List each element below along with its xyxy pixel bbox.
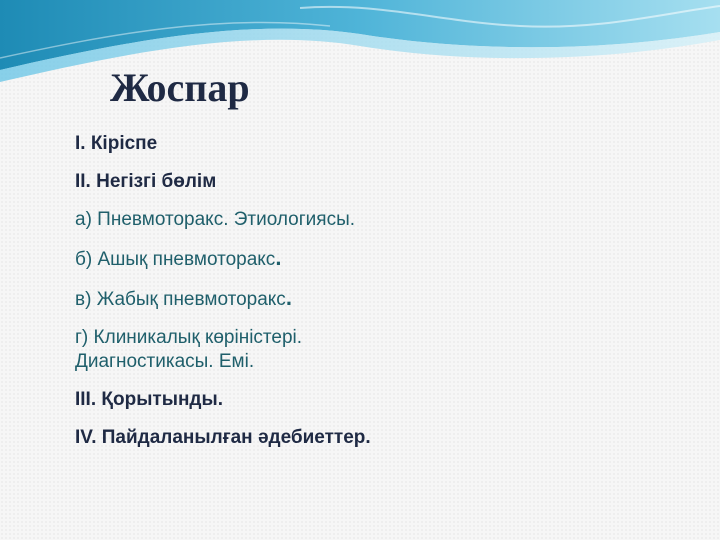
outline-item-text-continued: Диагностикасы. Емі.: [75, 351, 255, 372]
outline-item-etiology: [75, 208, 695, 232]
outline-item-text: а) Пневмоторакс. Этиологиясы.: [75, 209, 356, 230]
outline-item-clinical: [75, 326, 695, 374]
wave-banner: [0, 0, 720, 90]
outline-item-text: IV. Пайдаланылған әдебиеттер.: [75, 427, 371, 448]
outline-item-tail: .: [275, 245, 282, 270]
outline-item-text: I. Кіріспе: [75, 133, 158, 154]
outline-item-text: II. Негізгі бөлім: [75, 171, 217, 192]
outline-item-text: III. Қорытынды.: [75, 389, 224, 410]
outline-item-references: [75, 426, 695, 450]
outline-item-introduction: [75, 132, 695, 156]
outline-item-tail: .: [285, 285, 292, 310]
outline-item-text: в) Жабық пневмоторакс: [75, 289, 286, 310]
outline-item-open-pneumothorax: [75, 246, 695, 272]
outline-item-text: б) Ашық пневмоторакс: [75, 249, 276, 270]
outline-item-closed-pneumothorax: [75, 286, 695, 312]
outline-item-main-part: [75, 170, 695, 194]
outline-item-conclusion: [75, 388, 695, 412]
outline-item-text: г) Клиникалық көріністері.: [75, 327, 303, 348]
outline-list: [75, 132, 695, 464]
slide-title: Жоспар: [110, 65, 250, 110]
